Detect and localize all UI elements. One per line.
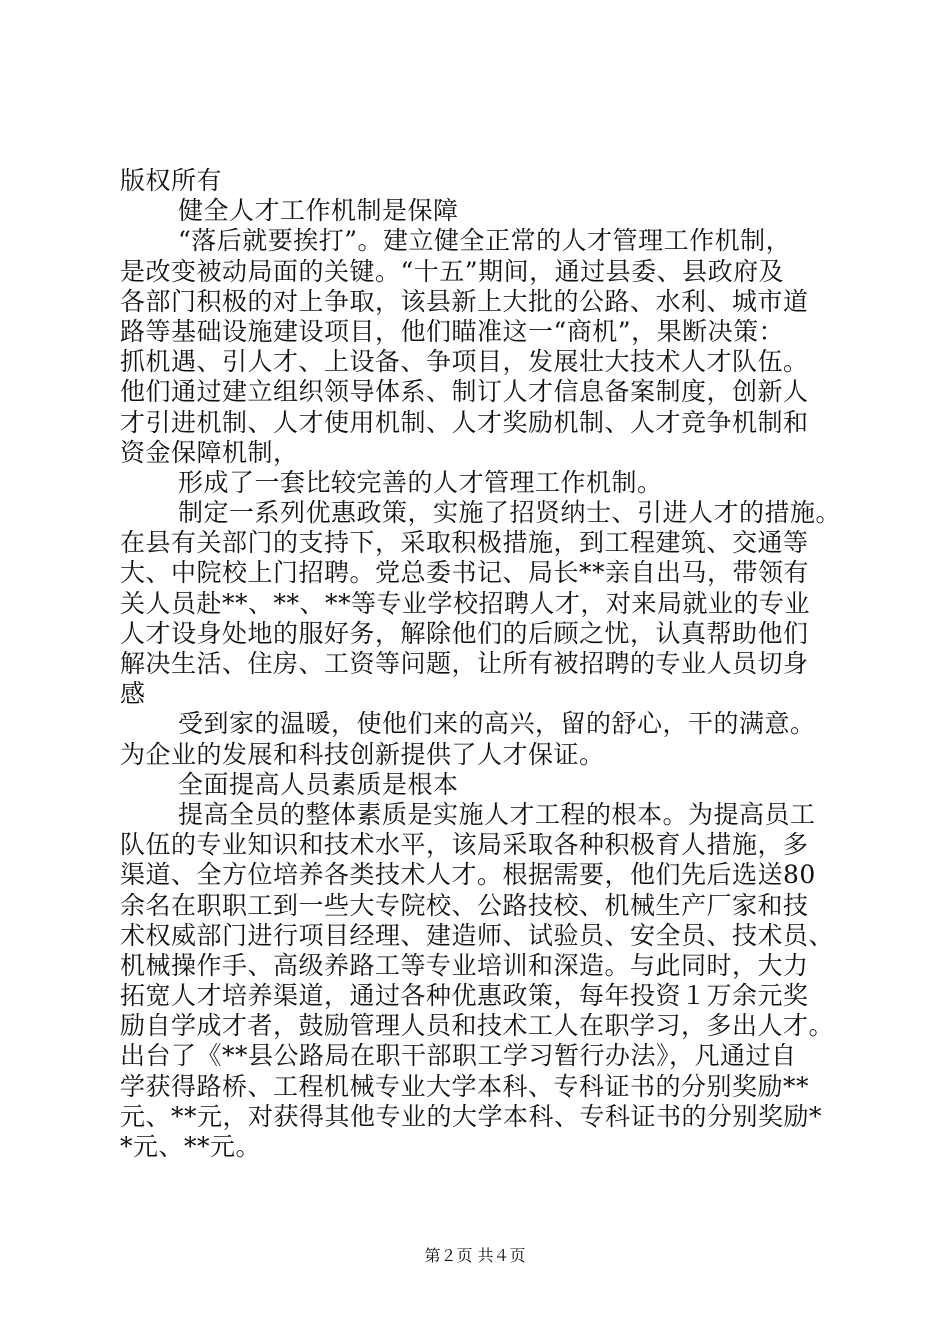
- text-line: 关人员赴**、**、**等专业学校招聘人才，对来局就业的专业: [120, 588, 811, 618]
- text-line: *元、**元。: [120, 1132, 262, 1161]
- text-line: 术权威部门进行项目经理、建造师、试验员、安全员、技术员、: [120, 920, 835, 950]
- page-number-footer: 第２页 共４页: [424, 1246, 526, 1265]
- text-line: 学获得路桥、工程机械专业大学本科、专科证书的分别奖励**: [120, 1071, 810, 1101]
- text-line: 感: [120, 679, 146, 709]
- text-line: 他们通过建立组织领导体系、制订人才信息备案制度，创新人: [120, 377, 809, 407]
- text-line: 才引进机制、人才使用机制、人才奖励机制、人才竞争机制和: [120, 407, 809, 437]
- text-line: 健全人才工作机制是保障: [178, 196, 459, 226]
- text-line: 大、中院校上门招聘。党总委书记、局长**亲自出马，带领有: [120, 558, 810, 588]
- text-line: 路等基础设施建设项目，他们瞄准这一“商机”，果断决策：: [120, 316, 785, 346]
- text-line: 队伍的专业知识和技术水平，该局采取各种积极育人措施，多: [120, 830, 809, 860]
- text-line: 提高全员的整体素质是实施人才工程的根本。为提高员工: [178, 799, 816, 829]
- text-line: 各部门积极的对上争取，该县新上大批的公路、水利、城市道: [120, 286, 809, 316]
- document-body: [120, 166, 840, 1162]
- text-line: 版权所有: [120, 166, 223, 195]
- text-line: 机械操作手、高级养路工等专业培训和深造。与此同时，大力: [120, 950, 809, 980]
- text-line: 形成了一套比较完善的人才管理工作机制。: [178, 467, 663, 497]
- text-line: 励自学成才者，鼓励管理人员和技术工人在职学习，多出人才。: [120, 1011, 835, 1041]
- text-line: 全面提高人员素质是根本: [178, 769, 459, 799]
- text-line: 解决生活、住房、工资等问题，让所有被招聘的专业人员切身: [120, 649, 809, 678]
- text-line: 为企业的发展和科技创新提供了人才保证。: [120, 739, 605, 769]
- text-line: “落后就要挨打”。建立健全正常的人才管理工作机制，: [178, 226, 792, 256]
- text-line: 渠道、全方位培养各类技术人才。根据需要，他们先后选送80: [120, 860, 816, 890]
- text-line: 人才设身处地的服好务，解除他们的后顾之忧，认真帮助他们: [120, 618, 809, 648]
- text-line: 出台了《**县公路局在职干部职工学习暂行办法》，凡通过自: [120, 1041, 797, 1071]
- text-line: 受到家的温暖，使他们来的高兴，留的舒心，干的满意。: [178, 709, 816, 739]
- text-line: 在县有关部门的支持下，采取积极措施，到工程建筑、交通等: [120, 528, 809, 558]
- text-line: 资金保障机制，: [120, 437, 299, 467]
- text-line: 制定一系列优惠政策，实施了招贤纳士、引进人才的措施。: [178, 498, 842, 528]
- text-line: 拓宽人才培养渠道，通过各种优惠政策，每年投资１万余元奖: [120, 981, 809, 1011]
- text-line: 是改变被动局面的关键。“十五”期间，通过县委、县政府及: [120, 256, 785, 286]
- text-line: 元、**元，对获得其他专业的大学本科、专科证书的分别奖励*: [120, 1101, 823, 1131]
- text-line: 余名在职职工到一些大专院校、公路技校、机械生产厂家和技: [120, 890, 809, 920]
- text-line: 抓机遇、引人才、上设备、争项目，发展壮大技术人才队伍。: [120, 347, 809, 377]
